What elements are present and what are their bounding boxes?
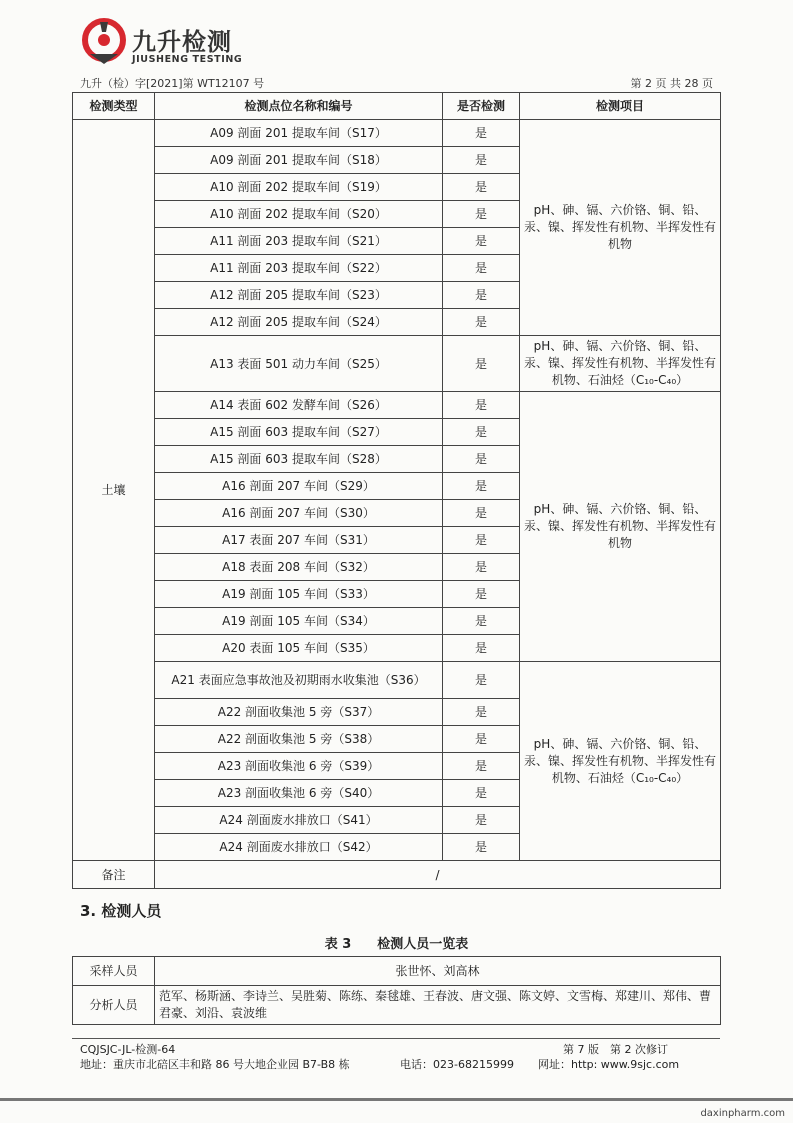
point-cell: A12 剖面 205 提取车间（S23） xyxy=(155,282,443,309)
point-cell: A12 剖面 205 提取车间（S24） xyxy=(155,309,443,336)
company-logo xyxy=(80,18,250,74)
tested-cell: 是 xyxy=(443,500,520,527)
test-type-cell: 土壤 xyxy=(73,120,155,861)
point-cell: A10 剖面 202 提取车间（S20） xyxy=(155,201,443,228)
point-cell: A14 表面 602 发酵车间（S26） xyxy=(155,392,443,419)
point-cell: A11 剖面 203 提取车间（S21） xyxy=(155,228,443,255)
tested-cell: 是 xyxy=(443,581,520,608)
test-items-cell: pH、砷、镉、六价铬、铜、铅、汞、镍、挥发性有机物、半挥发性有机物 xyxy=(520,120,721,336)
tested-cell: 是 xyxy=(443,309,520,336)
tested-cell: 是 xyxy=(443,635,520,662)
point-cell: A13 表面 501 动力车间（S25） xyxy=(155,336,443,392)
table-row xyxy=(73,986,721,1025)
point-cell: A21 表面应急事故池及初期雨水收集池（S36） xyxy=(155,662,443,699)
point-cell: A17 表面 207 车间（S31） xyxy=(155,527,443,554)
staff-table xyxy=(72,956,721,1025)
tested-cell: 是 xyxy=(443,662,520,699)
tested-cell: 是 xyxy=(443,527,520,554)
column-header: 检测点位名称和编号 xyxy=(155,93,443,120)
test-items-cell: pH、砷、镉、六价铬、铜、铅、汞、镍、挥发性有机物、半挥发性有机物、石油烃（C₁₀-C₄₀） xyxy=(520,336,721,392)
tested-cell: 是 xyxy=(443,726,520,753)
point-cell: A18 表面 208 车间（S32） xyxy=(155,554,443,581)
company-website: 网址：http: www.9sjc.com xyxy=(538,1058,680,1071)
tested-cell: 是 xyxy=(443,336,520,392)
point-cell: A10 剖面 202 提取车间（S19） xyxy=(155,174,443,201)
column-header: 检测类型 xyxy=(73,93,155,120)
point-cell: A19 剖面 105 车间（S34） xyxy=(155,608,443,635)
point-cell: A24 剖面废水排放口（S41） xyxy=(155,807,443,834)
table-row xyxy=(73,957,721,986)
test-points-table xyxy=(72,92,721,889)
logo-english-name: JIUSHENG TESTING xyxy=(132,54,243,65)
point-cell: A23 剖面收集池 6 旁（S40） xyxy=(155,780,443,807)
logo-mark-icon xyxy=(80,18,128,66)
note-row xyxy=(73,861,721,889)
tested-cell: 是 xyxy=(443,392,520,419)
table-header-row xyxy=(73,93,721,120)
report-number: 九升（检）字[2021]第 WT12107 号 xyxy=(80,77,265,90)
point-cell: A09 剖面 201 提取车间（S17） xyxy=(155,120,443,147)
table-row xyxy=(73,392,721,419)
section-title: 3. 检测人员 xyxy=(80,902,162,920)
table-row xyxy=(73,336,721,392)
column-header: 是否检测 xyxy=(443,93,520,120)
tested-cell: 是 xyxy=(443,120,520,147)
footer-divider xyxy=(72,1038,720,1039)
logo-chinese-name: 九升检测 xyxy=(132,28,232,56)
revision-info: 第 7 版 第 2 次修订 xyxy=(563,1043,668,1056)
page-number: 第 2 页 共 28 页 xyxy=(630,77,713,90)
test-items-cell: pH、砷、镉、六价铬、铜、铅、汞、镍、挥发性有机物、半挥发性有机物、石油烃（C₁₀-C₄₀） xyxy=(520,662,721,861)
tested-cell: 是 xyxy=(443,554,520,581)
tested-cell: 是 xyxy=(443,419,520,446)
tested-cell: 是 xyxy=(443,753,520,780)
tested-cell: 是 xyxy=(443,446,520,473)
point-cell: A19 剖面 105 车间（S33） xyxy=(155,581,443,608)
tested-cell: 是 xyxy=(443,147,520,174)
column-header: 检测项目 xyxy=(520,93,721,120)
tested-cell: 是 xyxy=(443,473,520,500)
test-items-cell: pH、砷、镉、六价铬、铜、铅、汞、镍、挥发性有机物、半挥发性有机物 xyxy=(520,392,721,662)
point-cell: A22 剖面收集池 5 旁（S38） xyxy=(155,726,443,753)
staff-names: 张世怀、刘高林 xyxy=(155,957,721,986)
scan-edge xyxy=(0,1098,793,1101)
point-cell: A16 剖面 207 车间（S29） xyxy=(155,473,443,500)
point-cell: A24 剖面废水排放口（S42） xyxy=(155,834,443,861)
point-cell: A22 剖面收集池 5 旁（S37） xyxy=(155,699,443,726)
note-label: 备注 xyxy=(73,861,155,889)
watermark: daxinpharm.com xyxy=(700,1108,785,1119)
table-row xyxy=(73,120,721,147)
point-cell: A11 剖面 203 提取车间（S22） xyxy=(155,255,443,282)
staff-names: 范军、杨斯涵、李诗兰、吴胜菊、陈练、秦毬雄、王春波、唐文强、陈文婷、文雪梅、郑建川、郑伟、曹君豪、刘沿、袁波维 xyxy=(155,986,721,1025)
tested-cell: 是 xyxy=(443,780,520,807)
table-caption: 表 3 检测人员一览表 xyxy=(324,937,469,952)
tested-cell: 是 xyxy=(443,201,520,228)
tested-cell: 是 xyxy=(443,255,520,282)
point-cell: A23 剖面收集池 6 旁（S39） xyxy=(155,753,443,780)
tested-cell: 是 xyxy=(443,699,520,726)
point-cell: A09 剖面 201 提取车间（S18） xyxy=(155,147,443,174)
tested-cell: 是 xyxy=(443,282,520,309)
form-code: CQJSJC-JL-检测-64 xyxy=(80,1043,176,1056)
point-cell: A15 剖面 603 提取车间（S27） xyxy=(155,419,443,446)
point-cell: A16 剖面 207 车间（S30） xyxy=(155,500,443,527)
table-row xyxy=(73,662,721,699)
point-cell: A20 表面 105 车间（S35） xyxy=(155,635,443,662)
tested-cell: 是 xyxy=(443,834,520,861)
tested-cell: 是 xyxy=(443,608,520,635)
note-value: / xyxy=(155,861,721,889)
tested-cell: 是 xyxy=(443,174,520,201)
tested-cell: 是 xyxy=(443,228,520,255)
company-phone: 电话：023-68215999 xyxy=(400,1058,514,1071)
staff-role-label: 采样人员 xyxy=(73,957,155,986)
tested-cell: 是 xyxy=(443,807,520,834)
point-cell: A15 剖面 603 提取车间（S28） xyxy=(155,446,443,473)
staff-role-label: 分析人员 xyxy=(73,986,155,1025)
company-address: 地址：重庆市北碚区丰和路 86 号大地企业园 B7-B8 栋 xyxy=(80,1058,350,1071)
